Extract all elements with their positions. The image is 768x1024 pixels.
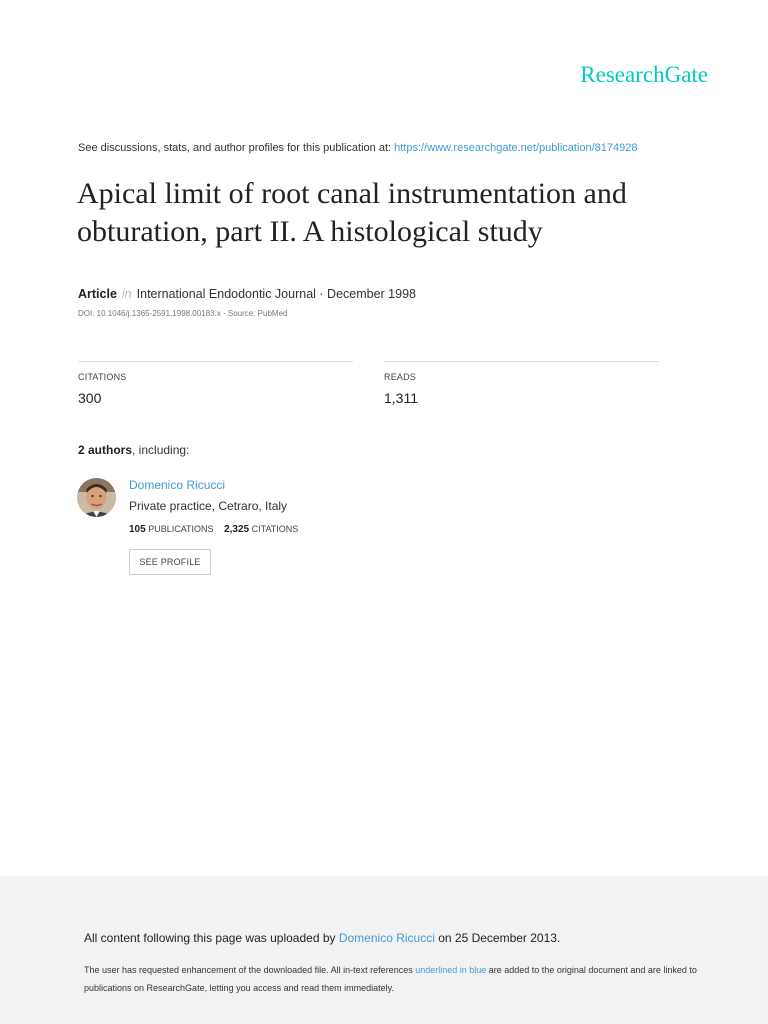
doi-source: DOI: 10.1046/j.1365-2591.1998.00183.x · Source: PubMed <box>78 309 288 318</box>
journal-and-date[interactable]: International Endodontic Journal · December 1998 <box>136 287 416 301</box>
researchgate-logo[interactable]: ResearchGate <box>580 62 708 87</box>
authors-count: 2 authors <box>78 443 133 457</box>
citations-value: 300 <box>78 390 102 406</box>
footer-panel <box>0 876 768 1024</box>
author-stats <box>129 524 298 535</box>
author-publications-count: 105 <box>129 524 146 535</box>
authors-heading <box>78 443 189 457</box>
citations-divider <box>78 361 353 362</box>
publication-meta <box>78 287 718 301</box>
discussion-notice <box>78 142 718 154</box>
note-suffix: are added to the original document and are linked to publications on ResearchGate, letting you access and read them immediately. <box>84 965 697 993</box>
author-affiliation: Private practice, Cetraro, Italy <box>129 499 288 513</box>
note-prefix: The user has requested enhancement of the downloaded file. All in-text references <box>84 965 416 975</box>
reads-label: READS <box>384 372 417 382</box>
author-publications-label: PUBLICATIONS <box>148 524 214 534</box>
publication-type: Article <box>78 287 117 301</box>
publication-title: Apical limit of root canal instrumentation and obturation, part II. A histological study <box>77 177 627 248</box>
upload-notice <box>84 931 560 945</box>
author-citations-count: 2,325 <box>224 524 250 535</box>
underlined-in-blue-link[interactable]: underlined in blue <box>415 965 487 975</box>
enhancement-note <box>84 961 714 997</box>
discussion-text: See discussions, stats, and author profiles for this publication at: <box>78 142 395 154</box>
upload-prefix: All content following this page was uploaded by <box>84 931 339 945</box>
in-word: in <box>121 287 132 301</box>
see-profile-button[interactable]: SEE PROFILE <box>129 549 211 575</box>
author-avatar-icon[interactable] <box>77 478 116 517</box>
reads-divider <box>384 361 659 362</box>
author-citations-label: CITATIONS <box>251 524 299 534</box>
author-name-link[interactable]: Domenico Ricucci <box>129 478 226 492</box>
author-avatar-photo <box>77 478 116 517</box>
publication-url-link[interactable]: https://www.researchgate.net/publication/8174928 <box>394 142 638 154</box>
upload-suffix: on 25 December 2013. <box>434 931 561 945</box>
reads-value: 1,311 <box>384 390 418 406</box>
authors-including: , including: <box>132 443 190 457</box>
uploader-link[interactable]: Domenico Ricucci <box>338 931 435 945</box>
citations-label: CITATIONS <box>78 372 127 382</box>
